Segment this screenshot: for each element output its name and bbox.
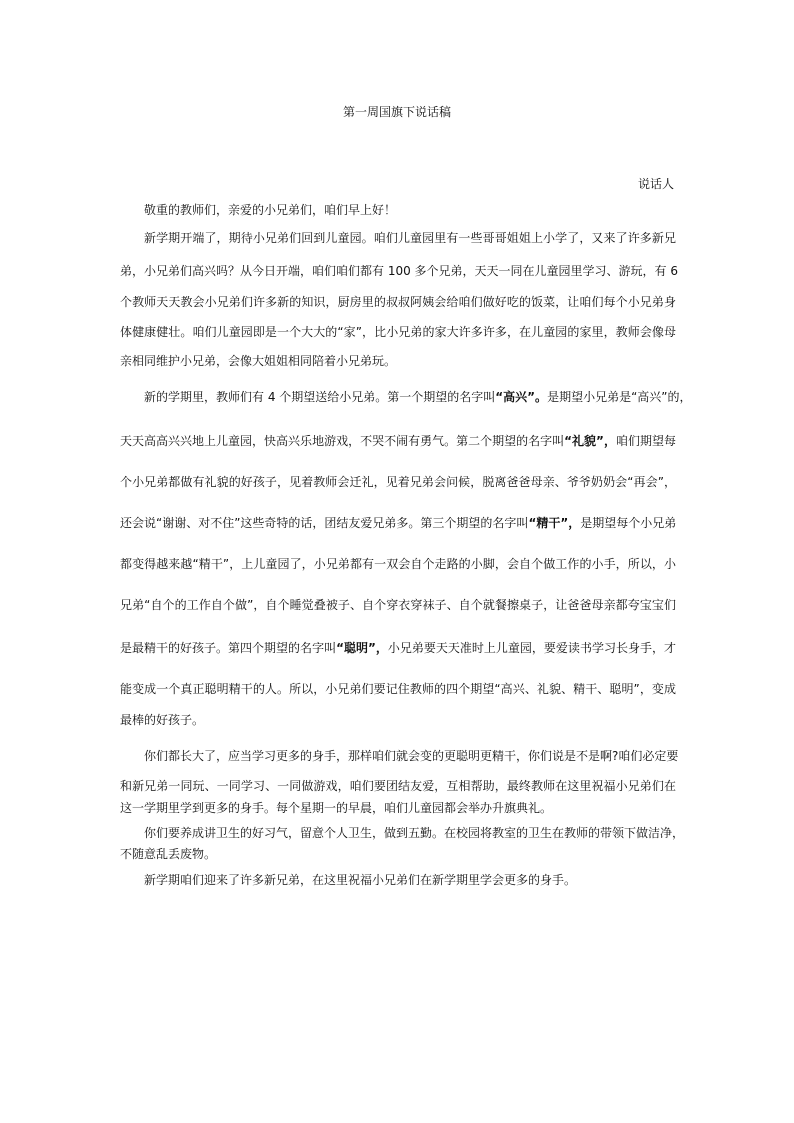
paragraph-3-line-2: 和新兄弟一同玩、一同学习、一同做游戏，咱们要团结友爱，互相帮助，最终教师在这里祝福小兄弟们在 [120,779,676,793]
text-span: 咱们期望每 [615,434,676,448]
paragraph-1-line-1: 新学期开端了，期待小兄弟们回到儿童园。咱们儿童园里有一些哥哥姐姐上小学了，又来了许多新兄 [144,231,676,245]
paragraph-3-line-3: 这一学期里学到更多的身手。每个星期一的早晨，咱们儿童园都会举办升旗典礼。 [120,801,553,815]
paragraph-2-line-9: 最棒的好孩子。 [120,713,205,727]
paragraph-3-line-1: 你们都长大了，应当学习更多的身手，那样咱们就会变的更聪明更精干，你们说是不是啊?咱们必定要 [144,749,679,763]
paragraph-1-line-3: 个教师天天教会小兄弟们许多新的知识，厨房里的叔叔阿姨会给咱们做好吃的饭菜，让咱们每个小兄弟身 [120,295,676,309]
paragraph-2-line-6: 兄弟“自个的工作自个做”，自个睡觉叠被子、自个穿衣穿袜子、自个就餐擦桌子，让爸爸母亲都夸宝宝们 [120,598,676,612]
paragraph-4-line-2: 不随意乱丢废物。 [120,847,217,861]
keyword-capable: “精干”， [528,516,581,530]
paragraph-2-line-7 [120,640,676,656]
text-span: 天天高高兴兴地上儿童园，快高兴乐地游戏，不哭不闹有勇气。第二个期望的名字叫 [120,434,565,448]
paragraph-1-line-2: 弟，小兄弟们高兴吗？从今日开端，咱们咱们都有 100 多个兄弟，天天一同在儿童园里学习、游玩，有 6 [120,264,678,278]
text-span: 是最精干的好孩子。第四个期望的名字叫 [120,641,337,655]
paragraph-4-line-1: 你们要养成讲卫生的好习气，留意个人卫生，做到五勤。在校园将教室的卫生在教师的带领下做洁净， [144,826,685,840]
paragraph-2-line-4 [120,515,676,531]
document-title: 第一周国旗下说话稿 [342,105,451,119]
text-span: 还会说“谢谢、对不住”这些奇特的话，团结友爱兄弟多。第三个期望的名字叫 [120,516,529,530]
keyword-polite: “礼貌”， [564,434,616,448]
keyword-happy: “高兴”。 [495,390,548,404]
paragraph-2-line-2 [120,433,676,449]
paragraph-1-line-4: 体健康健壮。咱们儿童园即是一个大大的“家”，比小兄弟的家大许多许多，在儿童园的家里，教师会像母 [120,325,676,339]
paragraph-2-line-8: 能变成一个真正聪明精干的人。所以，小兄弟们要记住教师的四个期望“高兴、礼貌、精干、聪明”，变成 [120,682,676,696]
text-span: 是期望小兄弟是“高兴”的， [547,390,692,404]
paragraph-2-line-3: 个小兄弟都做有礼貌的好孩子，见着教师会迁礼，见着兄弟会问候，脱离爸爸母亲、爷爷奶奶会“再会”， [120,475,676,489]
text-span: 是期望每个小兄弟 [580,516,677,530]
speaker-label: 说话人 [637,177,674,191]
paragraph-5-line-1: 新学期咱们迎来了许多新兄弟，在这里祝福小兄弟们在新学期里学会更多的身手。 [144,873,577,887]
text-span: 小兄弟要天天准时上儿童园，要爱读书学习长身手，才 [387,641,676,655]
greeting-line: 敬重的教师们，亲爱的小兄弟们，咱们早上好！ [144,203,397,217]
keyword-smart: “聪明”， [336,641,388,655]
paragraph-2-line-1 [144,389,692,405]
text-span: 新的学期里，教师们有 4 个期望送给小兄弟。第一个期望的名字叫 [144,390,496,404]
paragraph-2-line-5: 都变得越来越“精干”，上儿童园了，小兄弟都有一双会自个走路的小脚，会自个做工作的小手，所以，小 [120,557,676,571]
paragraph-1-line-5: 亲相同维护小兄弟，会像大姐姐相同陪着小兄弟玩。 [120,354,397,368]
